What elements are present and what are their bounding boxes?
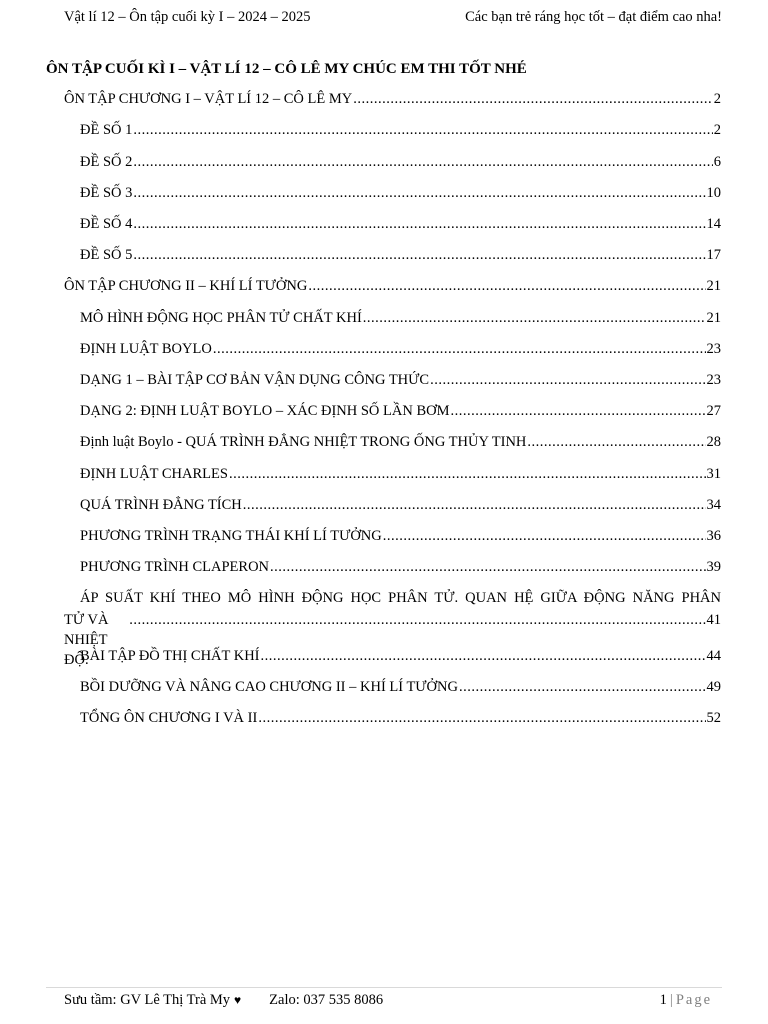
heart-icon: ♥ — [234, 992, 242, 1007]
header-right-text: Các bạn trẻ ráng học tốt – đạt điểm cao nha! — [465, 8, 722, 25]
toc-dot-leader — [459, 677, 706, 697]
footer-zalo-contact: Zalo: 037 535 8086 — [269, 991, 384, 1008]
toc-dot-leader — [213, 339, 706, 359]
toc-entry-label: ĐỀ SỐ 1 — [80, 122, 133, 138]
toc-entry-label: ĐỊNH LUẬT CHARLES — [80, 466, 228, 482]
toc-page-number: 23 — [706, 341, 721, 357]
footer-page-number: 1 — [659, 991, 667, 1008]
toc-entry-label: BÀI TẬP ĐỒ THỊ CHẤT KHÍ — [80, 648, 260, 664]
toc-entry-dang-tich[interactable] — [80, 495, 721, 515]
toc-entry-label: DẠNG 1 – BÀI TẬP CƠ BẢN VẬN DỤNG CÔNG THỨC — [80, 372, 430, 388]
toc-entry-de-so-1[interactable] — [80, 120, 721, 140]
toc-entry-dinh-luat-boylo[interactable] — [80, 339, 721, 359]
toc-entry-label: ĐỀ SỐ 2 — [80, 154, 133, 170]
toc-entry-chapter-1[interactable] — [64, 89, 721, 109]
toc-dot-leader — [261, 646, 706, 666]
toc-dot-leader — [243, 495, 706, 515]
toc-dot-leader — [527, 432, 705, 452]
toc-entry-label: ÔN TẬP CHƯƠNG II – KHÍ LÍ TƯỞNG — [64, 278, 308, 294]
toc-page-number: 14 — [706, 216, 721, 232]
toc-dot-leader — [363, 308, 706, 328]
toc-dot-leader — [353, 89, 713, 109]
toc-dot-leader — [133, 183, 705, 203]
toc-entry-label: ĐỀ SỐ 3 — [80, 185, 133, 201]
footer-divider — [46, 987, 722, 988]
toc-page-number: 23 — [706, 372, 721, 388]
toc-dot-leader — [129, 610, 705, 630]
toc-page-number: 2 — [713, 91, 721, 107]
toc-entry-label: ÔN TẬP CHƯƠNG I – VẬT LÍ 12 – CÔ LÊ MY — [64, 91, 353, 107]
toc-page-number: 2 — [713, 122, 721, 138]
toc-entry-label-line2: TỬ VÀ NHIỆT ĐỘ. — [64, 612, 109, 668]
toc-entry-label: MÔ HÌNH ĐỘNG HỌC PHÂN TỬ CHẤT KHÍ — [80, 310, 362, 326]
toc-entry-label-line1: ÁP SUẤT KHÍ THEO MÔ HÌNH ĐỘNG HỌC PHÂN TỬ. QUAN HỆ GIỮA ĐỘNG NĂNG PHÂN — [80, 590, 721, 606]
toc-entry-dang-2[interactable] — [80, 401, 721, 421]
toc-dot-leader — [133, 120, 712, 140]
toc-entry-tong-on[interactable] — [80, 708, 721, 728]
page-footer — [64, 990, 712, 1010]
toc-page-number: 49 — [706, 679, 721, 695]
toc-entry-mo-hinh-dong-hoc[interactable] — [80, 308, 721, 328]
toc-entry-do-thi-chat-khi[interactable] — [80, 646, 721, 666]
footer-author: Sưu tầm: GV Lê Thị Trà My — [64, 991, 231, 1008]
toc-entry-label: ĐỀ SỐ 4 — [80, 216, 133, 232]
toc-entry-label: PHƯƠNG TRÌNH CLAPERON — [80, 559, 270, 575]
toc-dot-leader — [133, 152, 712, 172]
toc-page-number: 10 — [706, 185, 721, 201]
toc-entry-de-so-2[interactable] — [80, 152, 721, 172]
toc-dot-leader — [270, 557, 705, 577]
toc-entry-label: QUÁ TRÌNH ĐẲNG TÍCH — [80, 497, 242, 513]
toc-dot-leader — [450, 401, 705, 421]
toc-entry-dinh-luat-charles[interactable] — [80, 464, 721, 484]
toc-page-number: 21 — [706, 278, 721, 294]
toc-entry-de-so-3[interactable] — [80, 183, 721, 203]
toc-title: ÔN TẬP CUỐI KÌ I – VẬT LÍ 12 – CÔ LÊ MY CHÚC EM THI TỐT NHÉ — [46, 61, 527, 77]
toc-entry-de-so-5[interactable] — [80, 245, 721, 265]
toc-page-number: 17 — [706, 247, 721, 263]
toc-entry-label: PHƯƠNG TRÌNH TRẠNG THÁI KHÍ LÍ TƯỞNG — [80, 528, 382, 544]
toc-dot-leader — [430, 370, 705, 390]
toc-entry-claperon[interactable] — [80, 557, 721, 577]
toc-dot-leader — [133, 245, 705, 265]
toc-entry-dang-1[interactable] — [80, 370, 721, 390]
toc-dot-leader — [133, 214, 705, 234]
toc-page-number: 44 — [706, 648, 721, 664]
toc-dot-leader — [383, 526, 706, 546]
toc-page-number: 31 — [706, 466, 721, 482]
page-header — [64, 7, 722, 27]
toc-page-number: 21 — [706, 310, 721, 326]
toc-page-number: 27 — [706, 403, 721, 419]
toc-entry-ong-thuy-tinh[interactable] — [80, 432, 721, 452]
toc-entry-label: DẠNG 2: ĐỊNH LUẬT BOYLO – XÁC ĐỊNH SỐ LẦN BƠM — [80, 403, 450, 419]
toc-entry-boi-duong-nang-cao[interactable] — [80, 677, 721, 697]
header-left-text: Vật lí 12 – Ôn tập cuối kỳ I – 2024 – 2025 — [64, 8, 311, 25]
toc-dot-leader — [229, 464, 706, 484]
toc-entry-label: Định luật Boylo - QUÁ TRÌNH ĐẲNG NHIỆT TRONG ỐNG THỦY TINH — [80, 434, 527, 450]
toc-entry-chapter-2[interactable] — [64, 276, 721, 296]
toc-entry-label: ĐỊNH LUẬT BOYLO — [80, 341, 212, 357]
footer-page-word: Page — [675, 991, 712, 1008]
toc-page-number: 28 — [706, 434, 721, 450]
footer-separator: | — [669, 991, 673, 1008]
toc-entry-de-so-4[interactable] — [80, 214, 721, 234]
toc-page-number: 34 — [706, 497, 721, 513]
toc-page-number: 41 — [706, 612, 721, 628]
toc-entry-label: BỒI DƯỠNG VÀ NÂNG CAO CHƯƠNG II – KHÍ LÍ TƯỞNG — [80, 679, 458, 695]
toc-dot-leader — [308, 276, 705, 296]
toc-page-number: 36 — [706, 528, 721, 544]
toc-entry-label: ĐỀ SỐ 5 — [80, 247, 133, 263]
toc-page-number: 6 — [713, 154, 721, 170]
toc-page-number: 52 — [706, 710, 721, 726]
toc-entry-label: TỔNG ÔN CHƯƠNG I VÀ II — [80, 710, 258, 726]
toc-dot-leader — [258, 708, 705, 728]
toc-page-number: 39 — [706, 559, 721, 575]
footer-page-info — [660, 992, 712, 1009]
toc-entry-phuong-trinh-trang-thai[interactable] — [80, 526, 721, 546]
